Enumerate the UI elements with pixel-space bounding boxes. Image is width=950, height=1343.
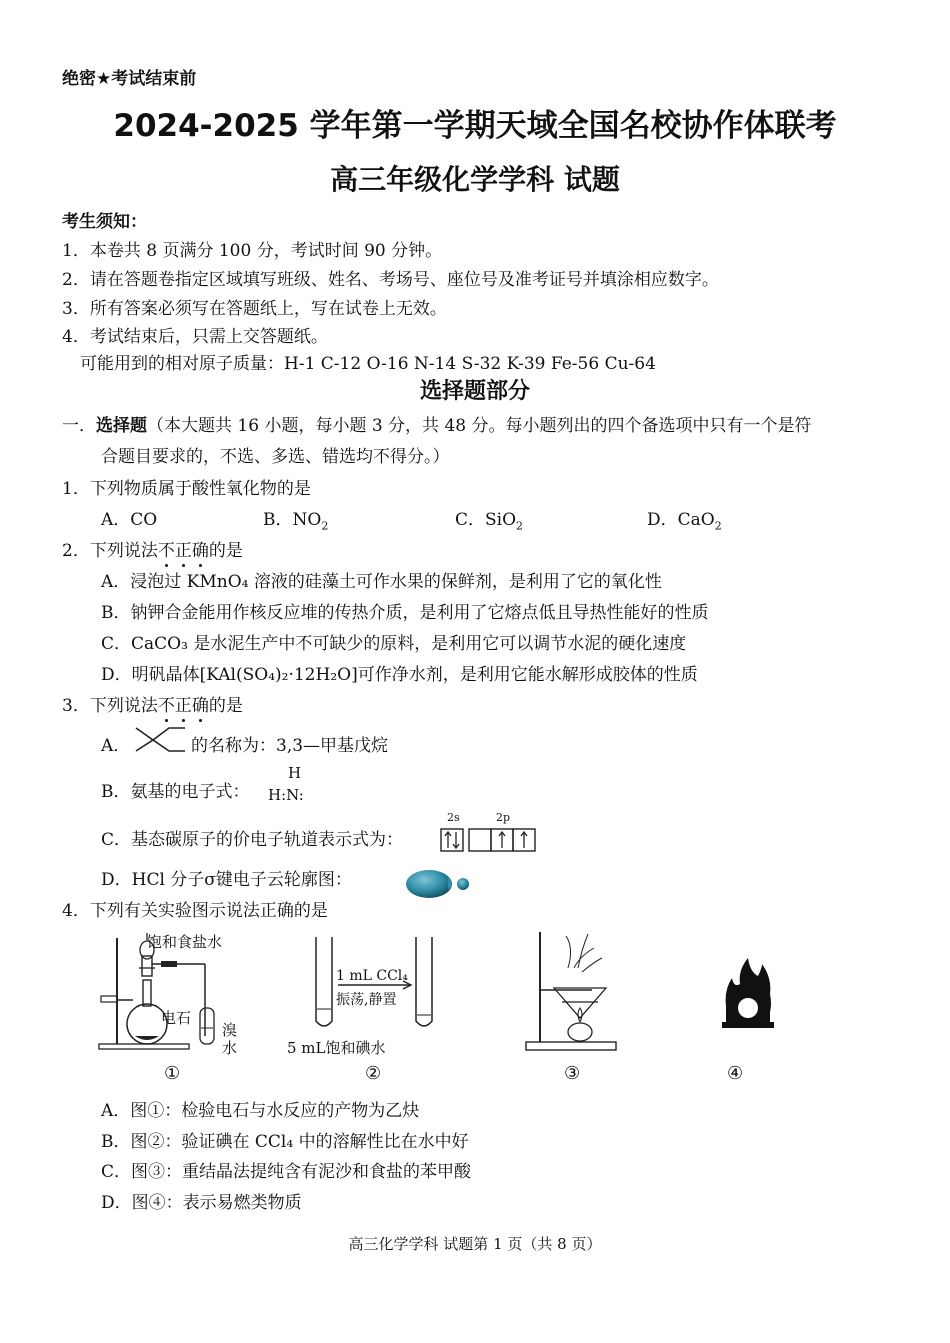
fig1-label-brine: 饱和食盐水 — [147, 933, 223, 951]
q3-stem-pre: 3．下列说法 — [62, 696, 158, 716]
figure-3-apparatus — [522, 928, 622, 1056]
q1-d-text: D．CaO — [647, 510, 715, 530]
fig2-label-shake: 振荡,静置 — [336, 992, 397, 1008]
fig1-label-carbide: 电石 — [161, 1009, 192, 1027]
q3-option-a-label: A． — [101, 736, 131, 756]
section-intro-prefix: 一． — [62, 416, 96, 436]
q2-stem-pre: 2．下列说法 — [62, 541, 158, 561]
q1-b-sub: 2 — [321, 519, 329, 533]
section-intro-bold: 选择题 — [96, 416, 147, 436]
notice-item: 1．本卷共 8 页满分 100 分，考试时间 90 分钟。 — [62, 241, 443, 261]
electron-cloud-image — [402, 865, 474, 901]
orbital-2s-box — [441, 829, 463, 851]
q1-c-text: C．SiO — [455, 510, 517, 530]
section-intro — [62, 411, 812, 436]
fig2-label-ccl4: 1 mL CCl₄ — [336, 968, 408, 984]
section-title: 选择题部分 — [419, 379, 530, 404]
q3-emph-3: 确 — [191, 696, 209, 716]
q4-option-d: D．图④：表示易燃类物质 — [101, 1193, 302, 1213]
q3-option-a-text: 的名称为：3,3—甲基戊烷 — [191, 736, 389, 756]
q1-d-sub: 2 — [714, 519, 722, 533]
q2-stem-post: 的是 — [208, 541, 243, 561]
q1-option-c — [455, 505, 523, 532]
notice-item: 3．所有答案必须写在答题纸上，写在试卷上无效。 — [62, 299, 447, 319]
q2-emph-1: 不 — [157, 541, 175, 561]
orbital-2s-label: 2s — [447, 811, 460, 824]
notice-item: 2．请在答题卷指定区域填写班级、姓名、考场号、座位号及准考证号并填涂相应数字。 — [62, 270, 719, 290]
fig2-label-iodine: 5 mL饱和碘水 — [287, 1039, 386, 1057]
q2-option-a: A．浸泡过 KMnO₄ 溶液的硅藻土可作水果的保鲜剂，是利用了它的氧化性 — [101, 572, 662, 592]
fig-num-1: ① — [164, 1063, 181, 1084]
q1-b-text: B．NO — [263, 510, 322, 530]
q4-option-b: B．图②：验证碘在 CCl₄ 中的溶解性比在水中好 — [101, 1132, 469, 1152]
amino-formula: H:N: — [268, 786, 304, 804]
q3-option-d-label: D．HCl 分子σ键电子云轮廓图： — [101, 870, 352, 890]
q3-stem-post: 的是 — [208, 696, 243, 716]
flame-over-circle-icon — [718, 954, 778, 1030]
notice-heading: 考生须知： — [62, 212, 147, 232]
section-intro-line2: 合题目要求的，不选、多选、错选均不得分。） — [101, 447, 450, 467]
skeletal-formula-image — [133, 724, 189, 754]
atomic-masses: 可能用到的相对原子质量：H-1 C-12 O-16 N-14 S-32 K-39 Fe-56 Cu-64 — [80, 354, 656, 374]
q1-c-sub: 2 — [516, 519, 524, 533]
q4-option-c: C．图③：重结晶法提纯含有泥沙和食盐的苯甲酸 — [101, 1162, 472, 1182]
exam-subtitle: 高三年级化学学科 试题 — [330, 163, 620, 196]
q2-option-d: D．明矾晶体[KAl(SO₄)₂·12H₂O]可作净水剂，是利用它能水解形成胶体的性质 — [101, 665, 698, 685]
q2-option-b: B．钠钾合金能用作核反应堆的传热介质，是利用了它熔点低且导热性能好的性质 — [101, 603, 709, 623]
q3-option-c-label: C．基态碳原子的价电子轨道表示式为： — [101, 830, 404, 850]
q3-option-b-label: B．氨基的电子式： — [101, 782, 250, 802]
q2-option-c: C．CaCO₃ 是水泥生产中不可缺少的原料，是利用它可以调节水泥的硬化速度 — [101, 634, 687, 654]
q3-emph-2: 正 — [174, 696, 192, 716]
q3-emph-1: 不 — [157, 696, 175, 716]
q2-emph-2: 正 — [174, 541, 192, 561]
q1-option-a: A．CO — [101, 510, 158, 530]
fig-num-4: ④ — [727, 1063, 744, 1084]
confidential-label: 绝密★考试结束前 — [62, 69, 197, 89]
q1-stem: 1．下列物质属于酸性氧化物的是 — [62, 479, 311, 499]
q2-stem — [62, 536, 243, 561]
exam-title: 2024-2025 学年第一学期天域全国名校协作体联考 — [113, 108, 837, 144]
page-footer: 高三化学学科 试题第 1 页（共 8 页） — [348, 1235, 602, 1253]
q4-stem: 4．下列有关实验图示说法正确的是 — [62, 901, 328, 921]
q1-option-d — [647, 505, 722, 532]
fig1-label-bromine-2: 水 — [222, 1039, 238, 1057]
fig1-label-bromine-1: 溴 — [222, 1021, 238, 1039]
figure-2-apparatus — [305, 933, 445, 1035]
fig-num-2: ② — [365, 1063, 382, 1084]
amino-h-top: H — [288, 764, 302, 782]
fig-num-3: ③ — [564, 1063, 581, 1084]
orbital-diagram — [440, 828, 538, 854]
q2-emph-3: 确 — [191, 541, 209, 561]
section-intro-line1: （本大题共 16 小题，每小题 3 分，共 48 分。每小题列出的四个备选项中只有一个是符 — [147, 416, 812, 436]
orbital-2p-box-1 — [469, 829, 491, 851]
q3-stem — [62, 691, 243, 716]
orbital-2p-label: 2p — [496, 811, 511, 824]
notice-item: 4．考试结束后，只需上交答题纸。 — [62, 327, 328, 347]
q4-option-a: A．图①：检验电石与水反应的产物为乙炔 — [101, 1101, 420, 1121]
q1-option-b — [263, 505, 328, 532]
